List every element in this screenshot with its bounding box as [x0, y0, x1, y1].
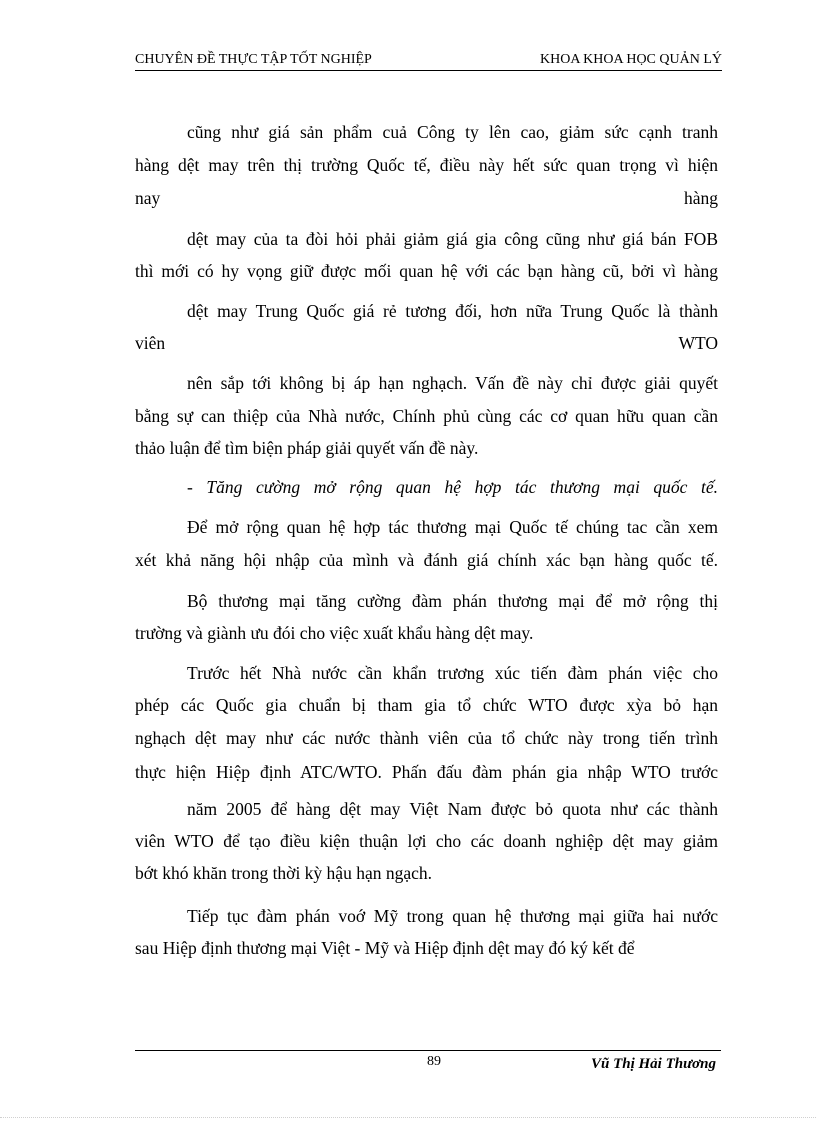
- text-line: bằng sự can thiệp của Nhà nước, Chính phủ cùng các cơ quan hữu quan cần: [135, 406, 718, 426]
- text-line: bớt khó khăn trong thời kỳ hậu hạn ngạch.: [135, 863, 432, 883]
- text-line: trường và giành ưu đói cho việc xuất khẩu hàng dệt may.: [135, 623, 534, 643]
- text-line: sau Hiệp định thương mại Việt - Mỹ và Hiệp định dệt may đó ký kết để: [135, 938, 635, 958]
- text-line: cũng như giá sản phẩm cuả Công ty lên cao, giảm sức cạnh tranh: [187, 122, 718, 142]
- text-line: nghạch dệt may như các nước thành viên của tổ chức này trong tiến trình: [135, 728, 718, 748]
- text-line: viên: [135, 333, 166, 353]
- text-line: Trước hết Nhà nước cần khẩn trương xúc tiến đàm phán việc cho: [187, 663, 718, 683]
- body-text: [135, 0, 718, 1000]
- text-line: hàng: [683, 188, 718, 208]
- text-line: WTO: [678, 333, 718, 353]
- text-line: hàng dệt may trên thị trường Quốc tế, điều này hết sức quan trọng vì hiện: [135, 155, 718, 175]
- page-number: 89: [427, 1054, 441, 1069]
- text-line: phép các Quốc gia chuẩn bị tham gia tổ chức WTO được xỳa bỏ hạn: [135, 695, 718, 715]
- text-line: dệt may Trung Quốc giá rẻ tương đối, hơn nữa Trung Quốc là thành: [187, 301, 718, 321]
- text-line: dệt may của ta đòi hỏi phải giảm giá gia công cũng như giá bán FOB: [187, 229, 718, 249]
- page-bottom-border: [0, 1117, 816, 1118]
- header-right-title: KHOA KHOA HỌC QUẢN LÝ: [540, 52, 722, 67]
- text-line: Để mở rộng quan hệ hợp tác thương mại Quốc tế chúng tac cần xem: [187, 517, 718, 537]
- footer-divider: [135, 1050, 721, 1051]
- author-name: Vũ Thị Hải Thương: [591, 1056, 716, 1072]
- text-line: thực hiện Hiệp định ATC/WTO. Phấn đấu đàm phán gia nhập WTO trước: [135, 762, 718, 782]
- text-line: nên sắp tới không bị áp hạn nghạch. Vấn đề này chỉ được giải quyết: [187, 373, 718, 393]
- text-line: xét khả năng hội nhập của mình và đánh giá chính xác bạn hàng quốc tế.: [135, 550, 718, 570]
- text-line: năm 2005 để hàng dệt may Việt Nam được bỏ quota như các thành: [187, 799, 718, 819]
- text-line-italic: - Tăng cường mở rộng quan hệ hợp tác thương mại quốc tế.: [187, 477, 718, 497]
- text-line: Bộ thương mại tăng cường đàm phán thương mại để mở rộng thị: [187, 591, 718, 611]
- text-line: nay: [135, 188, 161, 208]
- header-left-title: CHUYÊN ĐỀ THỰC TẬP TỐT NGHIỆP: [135, 52, 372, 67]
- text-line: viên WTO để tạo điều kiện thuận lợi cho các doanh nghiệp dệt may giảm: [135, 831, 718, 851]
- text-line: thảo luận để tìm biện pháp giải quyết vấn đề này.: [135, 438, 479, 458]
- text-line: thì mới có hy vọng giữ được mối quan hệ với các bạn hàng cũ, bởi vì hàng: [135, 261, 718, 281]
- text-line: Tiếp tục đàm phán voớ Mỹ trong quan hệ thương mại giữa hai nước: [187, 906, 718, 926]
